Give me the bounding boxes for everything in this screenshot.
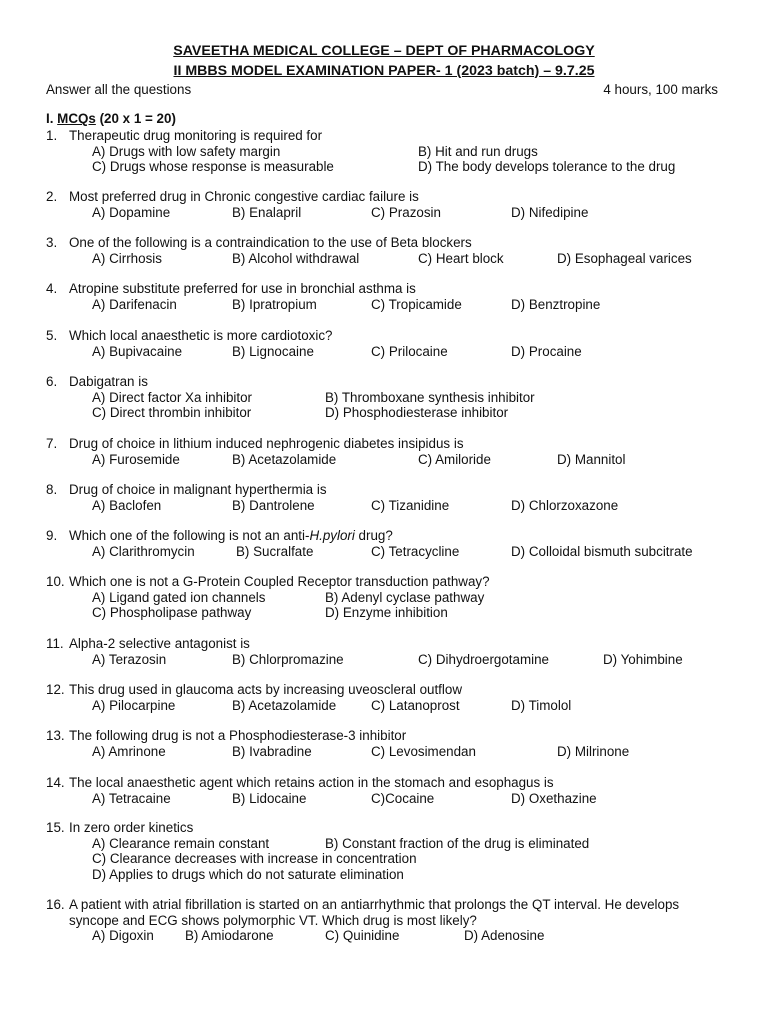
- option-d: D) Enzyme inhibition: [325, 605, 448, 620]
- option-b: B) Ipratropium: [232, 297, 317, 312]
- option-b: B) Lignocaine: [232, 344, 314, 359]
- duration-marks: 4 hours, 100 marks: [603, 82, 718, 97]
- question-number: 4.: [46, 281, 58, 296]
- section-label: MCQs: [57, 111, 96, 126]
- option-b: B) Adenyl cyclase pathway: [325, 590, 485, 605]
- option-d: D) Oxethazine: [511, 791, 597, 806]
- option-b: B) Thromboxane synthesis inhibitor: [325, 390, 535, 405]
- option-d: D) Phosphodiesterase inhibitor: [325, 405, 509, 420]
- option-d: D) Yohimbine: [603, 652, 683, 667]
- option-c: C) Heart block: [418, 251, 504, 266]
- option-d: D) Mannitol: [557, 452, 626, 467]
- question-number: 3.: [46, 235, 58, 250]
- option-d: D) Applies to drugs which do not saturate elimination: [92, 867, 404, 882]
- option-c: C) Dihydroergotamine: [418, 652, 549, 667]
- question-number: 2.: [46, 189, 58, 204]
- option-a: A) Terazosin: [92, 652, 167, 667]
- question-text: One of the following is a contraindication to the use of Beta blockers: [69, 235, 472, 250]
- option-c: C) Levosimendan: [371, 744, 476, 759]
- question-text: In zero order kinetics: [69, 820, 194, 835]
- question-text: Atropine substitute preferred for use in bronchial asthma is: [69, 281, 416, 296]
- option-c: C) Latanoprost: [371, 698, 460, 713]
- option-a: A) Digoxin: [92, 928, 154, 943]
- option-c: C) Direct thrombin inhibitor: [92, 405, 252, 420]
- question-text: Dabigatran is: [69, 374, 148, 389]
- question-number: 1.: [46, 128, 58, 143]
- option-a: A) Tetracaine: [92, 791, 171, 806]
- option-a: A) Cirrhosis: [92, 251, 162, 266]
- option-b: B) Constant fraction of the drug is eliminated: [325, 836, 590, 851]
- option-d: D) Benztropine: [511, 297, 601, 312]
- option-c: C) Prazosin: [371, 205, 441, 220]
- option-a: A) Clarithromycin: [92, 544, 195, 559]
- question-number: 6.: [46, 374, 58, 389]
- question-text: Drug of choice in lithium induced nephrogenic diabetes insipidus is: [69, 436, 464, 451]
- option-c: C) Tetracycline: [371, 544, 460, 559]
- instruction: Answer all the questions: [46, 82, 192, 97]
- question-text: [69, 528, 393, 543]
- option-c: C) Quinidine: [325, 928, 400, 943]
- option-b: B) Amiodarone: [185, 928, 274, 943]
- option-a: A) Dopamine: [92, 205, 171, 220]
- option-d: D) Adenosine: [464, 928, 545, 943]
- option-b: B) Alcohol withdrawal: [232, 251, 360, 266]
- question-number: 10.: [46, 574, 65, 589]
- question-number: 12.: [46, 682, 65, 697]
- option-d: D) Procaine: [511, 344, 582, 359]
- exam-title: II MBBS MODEL EXAMINATION PAPER- 1 (2023 batch) – 9.7.25: [173, 63, 595, 79]
- option-c: C) Clearance decreases with increase in concentration: [92, 851, 417, 866]
- section-marks: (20 x 1 = 20): [95, 111, 176, 126]
- college-title: SAVEETHA MEDICAL COLLEGE – DEPT OF PHARMACOLOGY: [173, 43, 595, 59]
- option-c: C) Amiloride: [418, 452, 491, 467]
- question-text: Drug of choice in malignant hyperthermia is: [69, 482, 327, 497]
- option-a: A) Furosemide: [92, 452, 180, 467]
- option-b: B) Dantrolene: [232, 498, 315, 513]
- option-a: A) Drugs with low safety margin: [92, 144, 281, 159]
- question-number: 7.: [46, 436, 58, 451]
- question-text: Therapeutic drug monitoring is required for: [69, 128, 323, 143]
- option-a: A) Bupivacaine: [92, 344, 183, 359]
- option-d: D) Milrinone: [557, 744, 630, 759]
- section-roman: I.: [46, 111, 58, 126]
- option-b: B) Sucralfate: [236, 544, 314, 559]
- option-b: B) Acetazolamide: [232, 698, 337, 713]
- question-number: 15.: [46, 820, 65, 835]
- section-heading: [46, 111, 176, 126]
- option-a: A) Baclofen: [92, 498, 162, 513]
- option-b: B) Lidocaine: [232, 791, 307, 806]
- question-text-part: Which one of the following is not an anti-: [69, 528, 310, 543]
- question-text: This drug used in glaucoma acts by increasing uveoscleral outflow: [69, 682, 462, 697]
- option-b: B) Enalapril: [232, 205, 302, 220]
- question-number: 13.: [46, 728, 65, 743]
- option-a: A) Darifenacin: [92, 297, 177, 312]
- option-d: D) Esophageal varices: [557, 251, 692, 266]
- option-b: B) Ivabradine: [232, 744, 312, 759]
- option-d: D) The body develops tolerance to the drug: [418, 159, 676, 174]
- option-a: A) Pilocarpine: [92, 698, 176, 713]
- option-c: C)Cocaine: [371, 791, 435, 806]
- option-d: D) Timolol: [511, 698, 572, 713]
- option-c: C) Tropicamide: [371, 297, 462, 312]
- question-text: Alpha-2 selective antagonist is: [69, 636, 250, 651]
- question-text: Which one is not a G-Protein Coupled Receptor transduction pathway?: [69, 574, 490, 589]
- option-c: C) Phospholipase pathway: [92, 605, 252, 620]
- question-text: The local anaesthetic agent which retains action in the stomach and esophagus is: [69, 775, 554, 790]
- option-b: B) Hit and run drugs: [418, 144, 538, 159]
- option-a: A) Ligand gated ion channels: [92, 590, 266, 605]
- option-c: C) Tizanidine: [371, 498, 450, 513]
- option-b: B) Chlorpromazine: [232, 652, 344, 667]
- option-d: D) Chlorzoxazone: [511, 498, 619, 513]
- option-a: A) Direct factor Xa inhibitor: [92, 390, 253, 405]
- option-d: D) Nifedipine: [511, 205, 589, 220]
- question-text-part: drug?: [354, 528, 393, 543]
- question-number: 14.: [46, 775, 65, 790]
- question-number: 9.: [46, 528, 58, 543]
- question-text-italic: H.pylori: [309, 528, 355, 543]
- question-text: The following drug is not a Phosphodiesterase-3 inhibitor: [69, 728, 407, 743]
- question-text: Most preferred drug in Chronic congestive cardiac failure is: [69, 189, 419, 204]
- question-number: 5.: [46, 328, 58, 343]
- option-a: A) Amrinone: [92, 744, 166, 759]
- option-c: C) Drugs whose response is measurable: [92, 159, 334, 174]
- question-number: 16.: [46, 897, 65, 912]
- question-number: 8.: [46, 482, 58, 497]
- option-a: A) Clearance remain constant: [92, 836, 270, 851]
- option-d: D) Colloidal bismuth subcitrate: [511, 544, 693, 559]
- question-text: Which local anaesthetic is more cardiotoxic?: [69, 328, 333, 343]
- question-text-continued: syncope and ECG shows polymorphic VT. Which drug is most likely?: [69, 912, 477, 928]
- question-number: 11.: [46, 636, 64, 651]
- option-c: C) Prilocaine: [371, 344, 448, 359]
- option-b: B) Acetazolamide: [232, 452, 337, 467]
- question-text: A patient with atrial fibrillation is started on an antiarrhythmic that prolongs the QT interval. He develops: [69, 897, 680, 912]
